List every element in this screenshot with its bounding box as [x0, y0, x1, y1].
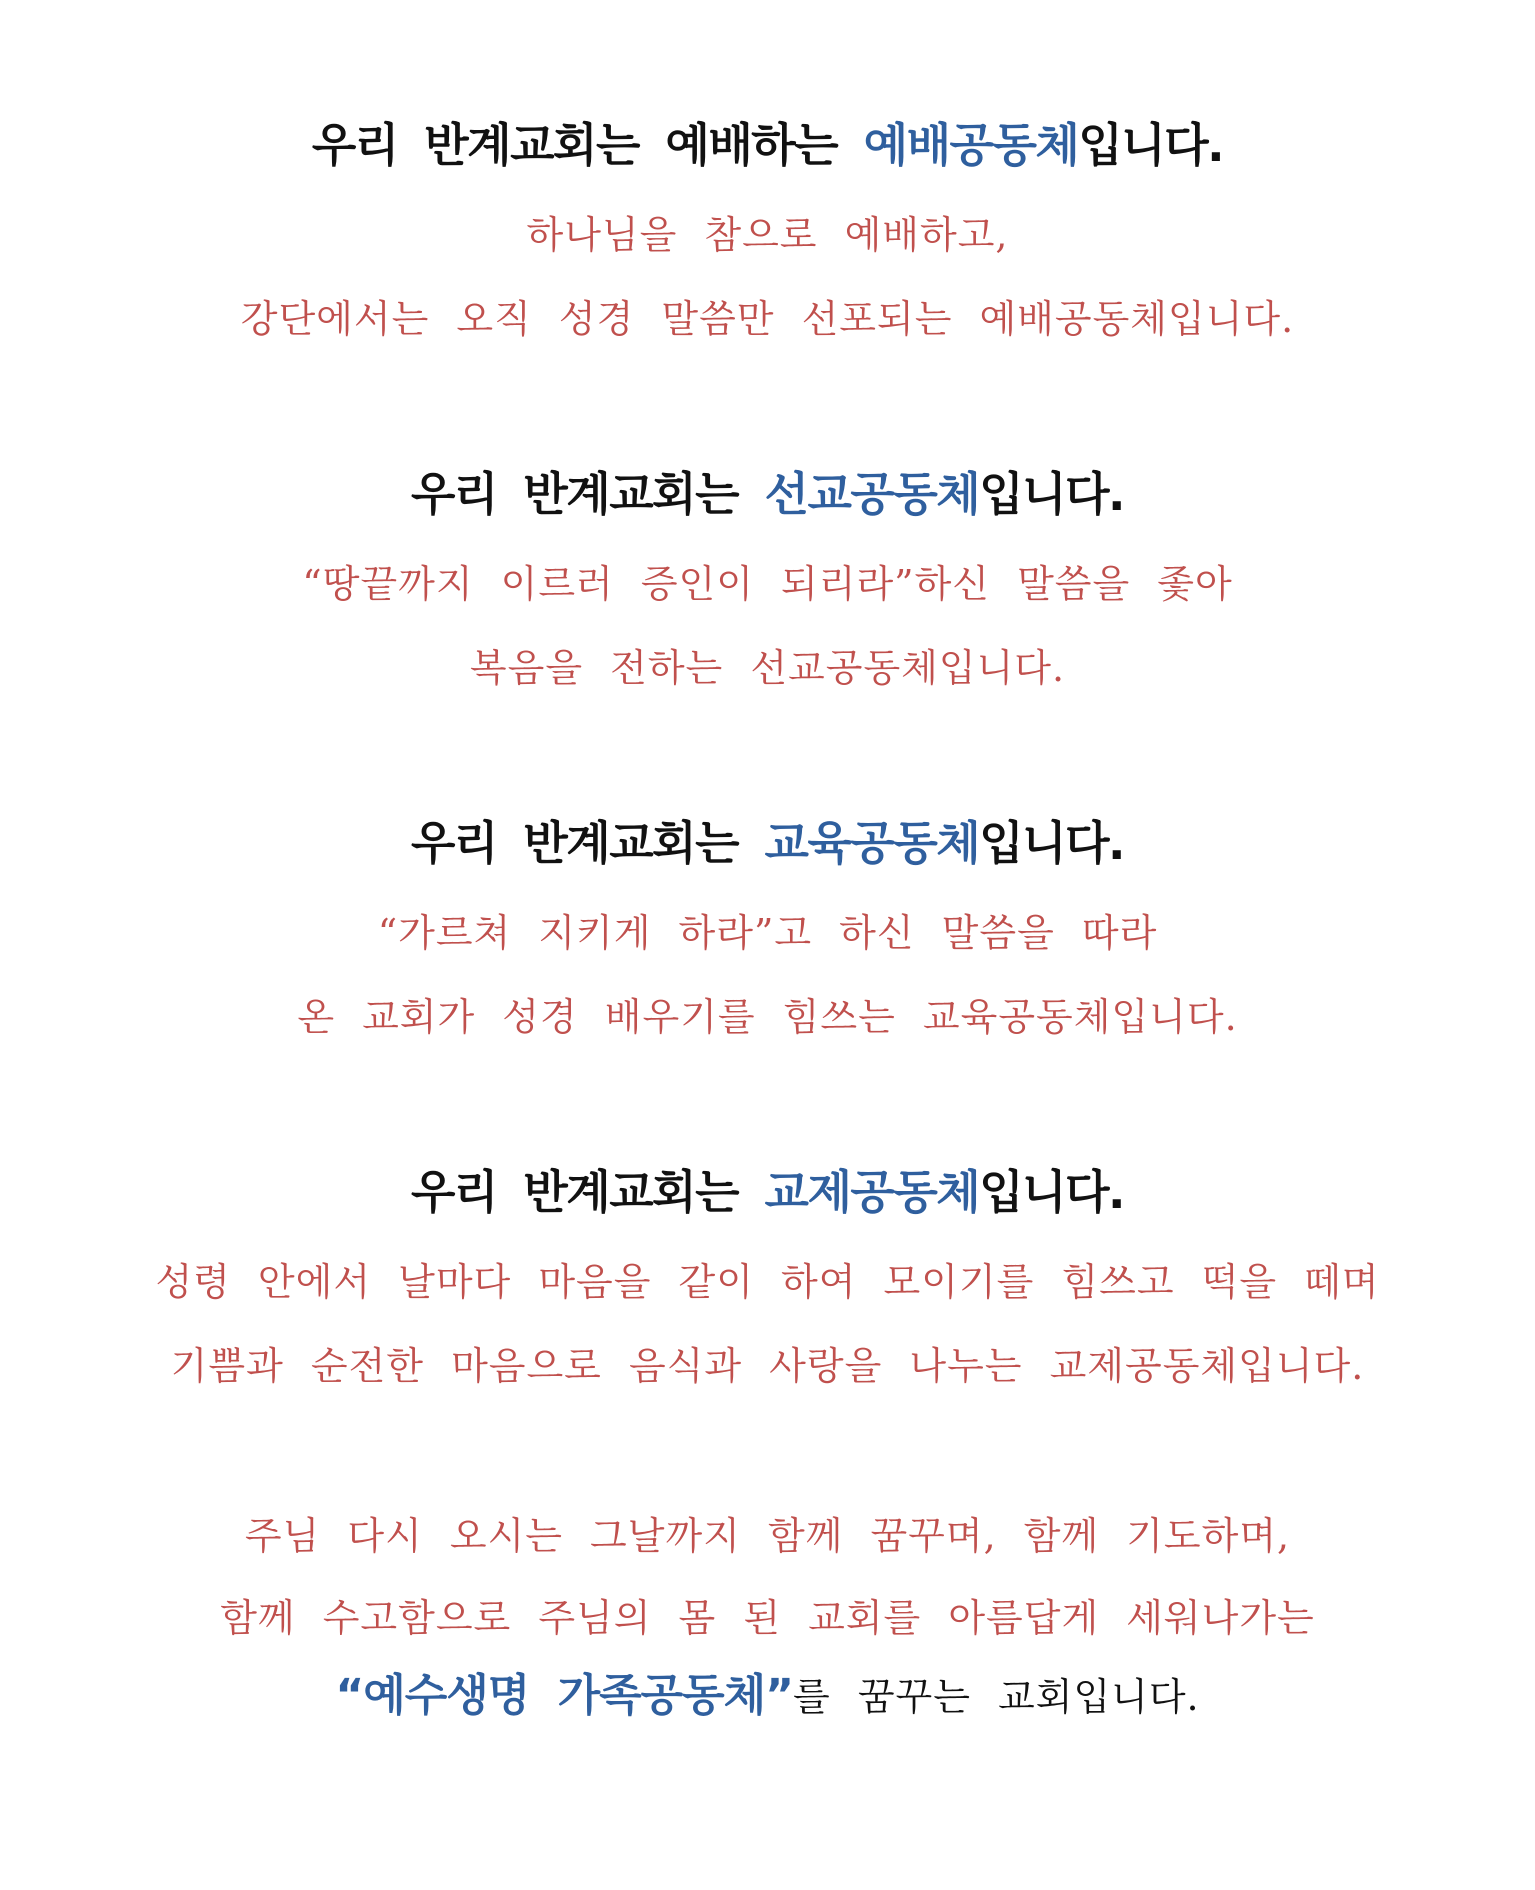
section-heading [0, 115, 1535, 175]
section-line: “가르쳐 지키게 하라”고 하신 말씀을 따라 [377, 911, 1158, 955]
heading-prefix: 우리 반계교회는 예배하는 [311, 118, 864, 172]
closing-final-line [0, 1670, 1535, 1723]
section-line: 성령 안에서 날마다 마음을 같이 하여 모이기를 힘쓰고 떡을 떼며 [155, 1260, 1380, 1304]
heading-suffix: 입니다. [979, 816, 1125, 870]
closing-statement [0, 1510, 1535, 1723]
heading-accent: 교육공동체 [764, 816, 980, 870]
section-education [0, 813, 1535, 1043]
section-heading [0, 1162, 1535, 1222]
heading-accent: 선교공동체 [764, 467, 980, 521]
closing-line: 주님 다시 오시는 그날까지 함께 꿈꾸며, 함께 기도하며, [244, 1514, 1291, 1558]
section-line: 온 교회가 성경 배우기를 힘쓰는 교육공동체입니다. [297, 995, 1238, 1039]
heading-prefix: 우리 반계교회는 [410, 467, 765, 521]
section-heading [0, 464, 1535, 524]
heading-suffix: 입니다. [979, 1165, 1125, 1219]
closing-accent: “예수생명 가족공동체” [335, 1670, 794, 1721]
heading-prefix: 우리 반계교회는 [410, 816, 765, 870]
section-line: 강단에서는 오직 성경 말씀만 선포되는 예배공동체입니다. [240, 297, 1295, 341]
heading-suffix: 입니다. [979, 467, 1125, 521]
closing-suffix: 를 꿈꾸는 교회입니다. [793, 1675, 1200, 1719]
section-line: 하나님을 참으로 예배하고, [526, 213, 1009, 257]
section-worship [0, 115, 1535, 345]
section-line: 기쁨과 순전한 마음으로 음식과 사랑을 나누는 교제공동체입니다. [170, 1344, 1365, 1388]
heading-prefix: 우리 반계교회는 [410, 1165, 765, 1219]
closing-line: 함께 수고함으로 주님의 몸 된 교회를 아름답게 세워나가는 [220, 1596, 1315, 1640]
heading-suffix: 입니다. [1078, 118, 1224, 172]
section-fellowship [0, 1162, 1535, 1392]
section-line: 복음을 전하는 선교공동체입니다. [469, 646, 1066, 690]
section-mission [0, 464, 1535, 694]
section-line: “땅끝까지 이르러 증인이 되리라”하신 말씀을 좇아 [302, 562, 1233, 606]
heading-accent: 예배공동체 [863, 118, 1079, 172]
section-heading [0, 813, 1535, 873]
heading-accent: 교제공동체 [764, 1165, 980, 1219]
